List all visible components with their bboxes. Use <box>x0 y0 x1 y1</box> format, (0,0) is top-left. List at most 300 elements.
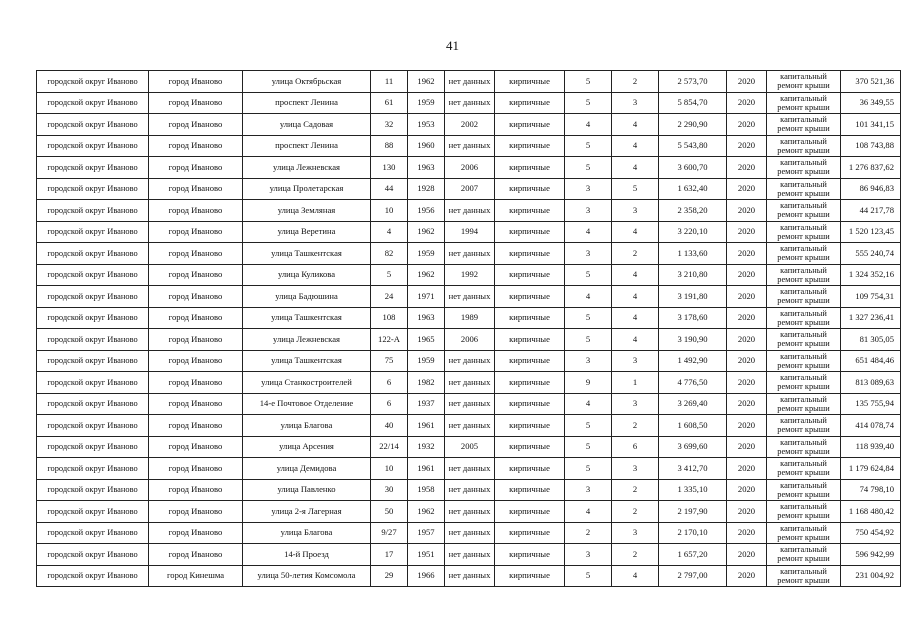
cell-entrances: 3 <box>612 350 659 372</box>
cell-municipality: городской округ Иваново <box>37 479 149 501</box>
cell-wall-material: кирпичные <box>495 458 565 480</box>
cell-year-last-repair: 2005 <box>445 436 495 458</box>
cell-year-built: 1951 <box>408 544 445 566</box>
cell-wall-material: кирпичные <box>495 329 565 351</box>
cell-year-last-repair: 2007 <box>445 178 495 200</box>
cell-entrances: 2 <box>612 243 659 265</box>
cell-municipality: городской округ Иваново <box>37 350 149 372</box>
cell-year-built: 1963 <box>408 307 445 329</box>
table-row <box>37 415 901 437</box>
cell-year-last-repair: нет данных <box>445 135 495 157</box>
cell-plan-year: 2020 <box>727 286 767 308</box>
cell-entrances: 2 <box>612 501 659 523</box>
cell-wall-material: кирпичные <box>495 135 565 157</box>
cell-floors: 5 <box>565 135 612 157</box>
cell-wall-material: кирпичные <box>495 372 565 394</box>
cell-wall-material: кирпичные <box>495 415 565 437</box>
cell-cost: 118 939,40 <box>841 436 901 458</box>
cell-settlement: город Иваново <box>149 71 243 93</box>
cell-settlement: город Иваново <box>149 92 243 114</box>
cell-cost: 231 004,92 <box>841 565 901 587</box>
cell-work-type: капитальный ремонт крыши <box>767 479 841 501</box>
cell-cost: 1 324 352,16 <box>841 264 901 286</box>
cell-house-number: 10 <box>371 458 408 480</box>
cell-entrances: 6 <box>612 436 659 458</box>
cell-entrances: 3 <box>612 393 659 415</box>
cell-floors: 5 <box>565 458 612 480</box>
cell-municipality: городской округ Иваново <box>37 329 149 351</box>
cell-street: улица Земляная <box>243 200 371 222</box>
cell-settlement: город Иваново <box>149 415 243 437</box>
cell-plan-year: 2020 <box>727 415 767 437</box>
cell-plan-year: 2020 <box>727 479 767 501</box>
cell-entrances: 3 <box>612 458 659 480</box>
cell-area: 2 170,10 <box>659 522 727 544</box>
cell-area: 3 412,70 <box>659 458 727 480</box>
cell-house-number: 5 <box>371 264 408 286</box>
cell-floors: 3 <box>565 544 612 566</box>
cell-municipality: городской округ Иваново <box>37 372 149 394</box>
cell-cost: 101 341,15 <box>841 114 901 136</box>
cell-cost: 750 454,92 <box>841 522 901 544</box>
cell-municipality: городской округ Иваново <box>37 286 149 308</box>
cell-municipality: городской округ Иваново <box>37 221 149 243</box>
cell-work-type: капитальный ремонт крыши <box>767 92 841 114</box>
cell-street: улица Арсения <box>243 436 371 458</box>
cell-house-number: 29 <box>371 565 408 587</box>
cell-street: улица Ташкентская <box>243 350 371 372</box>
cell-work-type: капитальный ремонт крыши <box>767 264 841 286</box>
cell-settlement: город Иваново <box>149 458 243 480</box>
cell-house-number: 17 <box>371 544 408 566</box>
cell-year-built: 1966 <box>408 565 445 587</box>
cell-year-built: 1958 <box>408 479 445 501</box>
cell-house-number: 30 <box>371 479 408 501</box>
cell-work-type: капитальный ремонт крыши <box>767 286 841 308</box>
cell-street: улица Лежневская <box>243 157 371 179</box>
cell-work-type: капитальный ремонт крыши <box>767 329 841 351</box>
cell-wall-material: кирпичные <box>495 522 565 544</box>
cell-house-number: 44 <box>371 178 408 200</box>
cell-street: проспект Ленина <box>243 92 371 114</box>
cell-house-number: 75 <box>371 350 408 372</box>
cell-house-number: 122-А <box>371 329 408 351</box>
cell-work-type: капитальный ремонт крыши <box>767 393 841 415</box>
cell-floors: 4 <box>565 114 612 136</box>
cell-plan-year: 2020 <box>727 135 767 157</box>
cell-year-built: 1961 <box>408 415 445 437</box>
cell-area: 4 776,50 <box>659 372 727 394</box>
table-row <box>37 92 901 114</box>
cell-house-number: 11 <box>371 71 408 93</box>
cell-street: улица Пролетарская <box>243 178 371 200</box>
cell-entrances: 2 <box>612 71 659 93</box>
cell-wall-material: кирпичные <box>495 307 565 329</box>
cell-area: 1 632,40 <box>659 178 727 200</box>
cell-house-number: 82 <box>371 243 408 265</box>
cell-work-type: капитальный ремонт крыши <box>767 71 841 93</box>
cell-house-number: 22/14 <box>371 436 408 458</box>
cell-area: 3 600,70 <box>659 157 727 179</box>
cell-area: 1 657,20 <box>659 544 727 566</box>
cell-plan-year: 2020 <box>727 221 767 243</box>
cell-year-built: 1959 <box>408 350 445 372</box>
cell-entrances: 2 <box>612 415 659 437</box>
cell-plan-year: 2020 <box>727 243 767 265</box>
cell-year-last-repair: 1992 <box>445 264 495 286</box>
cell-entrances: 2 <box>612 479 659 501</box>
cell-entrances: 2 <box>612 544 659 566</box>
cell-street: улица Ташкентская <box>243 307 371 329</box>
cell-year-last-repair: нет данных <box>445 393 495 415</box>
cell-settlement: город Иваново <box>149 479 243 501</box>
cell-area: 2 290,90 <box>659 114 727 136</box>
cell-settlement: город Иваново <box>149 243 243 265</box>
cell-house-number: 4 <box>371 221 408 243</box>
cell-year-built: 1963 <box>408 157 445 179</box>
table-row <box>37 264 901 286</box>
cell-entrances: 4 <box>612 114 659 136</box>
cell-cost: 596 942,99 <box>841 544 901 566</box>
cell-municipality: городской округ Иваново <box>37 243 149 265</box>
cell-work-type: капитальный ремонт крыши <box>767 350 841 372</box>
cell-plan-year: 2020 <box>727 501 767 523</box>
cell-area: 3 699,60 <box>659 436 727 458</box>
cell-house-number: 88 <box>371 135 408 157</box>
cell-settlement: город Иваново <box>149 393 243 415</box>
cell-cost: 108 743,88 <box>841 135 901 157</box>
cell-year-built: 1957 <box>408 522 445 544</box>
cell-municipality: городской округ Иваново <box>37 415 149 437</box>
cell-floors: 4 <box>565 221 612 243</box>
cell-area: 3 191,80 <box>659 286 727 308</box>
cell-street: улица Демидова <box>243 458 371 480</box>
cell-house-number: 40 <box>371 415 408 437</box>
cell-cost: 1 168 480,42 <box>841 501 901 523</box>
table-row <box>37 372 901 394</box>
table-row <box>37 200 901 222</box>
table-row <box>37 565 901 587</box>
cell-entrances: 4 <box>612 157 659 179</box>
cell-year-built: 1956 <box>408 200 445 222</box>
cell-work-type: капитальный ремонт крыши <box>767 415 841 437</box>
cell-street: 14-е Почтовое Отделение <box>243 393 371 415</box>
table-row <box>37 522 901 544</box>
cell-work-type: капитальный ремонт крыши <box>767 135 841 157</box>
cell-plan-year: 2020 <box>727 157 767 179</box>
cell-municipality: городской округ Иваново <box>37 157 149 179</box>
cell-wall-material: кирпичные <box>495 221 565 243</box>
cell-year-last-repair: нет данных <box>445 350 495 372</box>
cell-year-built: 1962 <box>408 264 445 286</box>
cell-municipality: городской округ Иваново <box>37 200 149 222</box>
cell-plan-year: 2020 <box>727 565 767 587</box>
cell-settlement: город Иваново <box>149 221 243 243</box>
cell-floors: 9 <box>565 372 612 394</box>
cell-work-type: капитальный ремонт крыши <box>767 458 841 480</box>
cell-plan-year: 2020 <box>727 393 767 415</box>
cell-plan-year: 2020 <box>727 350 767 372</box>
cell-year-last-repair: 1989 <box>445 307 495 329</box>
cell-year-built: 1953 <box>408 114 445 136</box>
buildings-table <box>36 70 901 587</box>
cell-floors: 5 <box>565 307 612 329</box>
cell-cost: 74 798,10 <box>841 479 901 501</box>
cell-floors: 5 <box>565 92 612 114</box>
cell-floors: 5 <box>565 157 612 179</box>
cell-entrances: 4 <box>612 264 659 286</box>
cell-plan-year: 2020 <box>727 178 767 200</box>
cell-year-built: 1962 <box>408 501 445 523</box>
cell-year-last-repair: нет данных <box>445 501 495 523</box>
cell-year-last-repair: нет данных <box>445 286 495 308</box>
cell-floors: 5 <box>565 436 612 458</box>
cell-year-built: 1961 <box>408 458 445 480</box>
cell-plan-year: 2020 <box>727 200 767 222</box>
cell-year-last-repair: нет данных <box>445 372 495 394</box>
cell-year-built: 1982 <box>408 372 445 394</box>
cell-house-number: 61 <box>371 92 408 114</box>
cell-entrances: 3 <box>612 522 659 544</box>
cell-settlement: город Иваново <box>149 200 243 222</box>
cell-entrances: 4 <box>612 135 659 157</box>
cell-house-number: 9/27 <box>371 522 408 544</box>
cell-year-last-repair: нет данных <box>445 71 495 93</box>
cell-year-last-repair: нет данных <box>445 565 495 587</box>
cell-municipality: городской округ Иваново <box>37 307 149 329</box>
cell-floors: 5 <box>565 415 612 437</box>
page-number: 41 <box>446 38 459 53</box>
cell-street: улица Станкостроителей <box>243 372 371 394</box>
table-row <box>37 114 901 136</box>
cell-settlement: город Кинешма <box>149 565 243 587</box>
cell-street: улица Куликова <box>243 264 371 286</box>
cell-cost: 1 276 837,62 <box>841 157 901 179</box>
cell-street: улица Садовая <box>243 114 371 136</box>
cell-municipality: городской округ Иваново <box>37 458 149 480</box>
cell-settlement: город Иваново <box>149 329 243 351</box>
cell-work-type: капитальный ремонт крыши <box>767 522 841 544</box>
cell-wall-material: кирпичные <box>495 286 565 308</box>
cell-street: улица Ташкентская <box>243 243 371 265</box>
cell-floors: 3 <box>565 479 612 501</box>
cell-house-number: 10 <box>371 200 408 222</box>
cell-year-last-repair: нет данных <box>445 92 495 114</box>
cell-municipality: городской округ Иваново <box>37 71 149 93</box>
cell-plan-year: 2020 <box>727 92 767 114</box>
cell-floors: 2 <box>565 522 612 544</box>
table-row <box>37 307 901 329</box>
cell-plan-year: 2020 <box>727 114 767 136</box>
cell-wall-material: кирпичные <box>495 114 565 136</box>
cell-plan-year: 2020 <box>727 307 767 329</box>
cell-cost: 44 217,78 <box>841 200 901 222</box>
table-row <box>37 329 901 351</box>
cell-wall-material: кирпичные <box>495 350 565 372</box>
cell-year-last-repair: нет данных <box>445 243 495 265</box>
cell-wall-material: кирпичные <box>495 71 565 93</box>
cell-plan-year: 2020 <box>727 264 767 286</box>
table-row <box>37 221 901 243</box>
cell-year-built: 1962 <box>408 71 445 93</box>
table-row <box>37 458 901 480</box>
cell-municipality: городской округ Иваново <box>37 92 149 114</box>
cell-area: 1 335,10 <box>659 479 727 501</box>
table-row <box>37 243 901 265</box>
cell-municipality: городской округ Иваново <box>37 393 149 415</box>
cell-wall-material: кирпичные <box>495 243 565 265</box>
cell-floors: 4 <box>565 501 612 523</box>
cell-settlement: город Иваново <box>149 436 243 458</box>
cell-wall-material: кирпичные <box>495 436 565 458</box>
cell-settlement: город Иваново <box>149 372 243 394</box>
cell-entrances: 3 <box>612 92 659 114</box>
cell-area: 3 178,60 <box>659 307 727 329</box>
cell-plan-year: 2020 <box>727 372 767 394</box>
cell-area: 3 190,90 <box>659 329 727 351</box>
cell-year-built: 1959 <box>408 92 445 114</box>
cell-area: 3 210,80 <box>659 264 727 286</box>
cell-entrances: 4 <box>612 221 659 243</box>
cell-floors: 5 <box>565 565 612 587</box>
table-row <box>37 393 901 415</box>
cell-floors: 4 <box>565 286 612 308</box>
cell-entrances: 4 <box>612 307 659 329</box>
cell-wall-material: кирпичные <box>495 393 565 415</box>
cell-floors: 4 <box>565 393 612 415</box>
cell-work-type: капитальный ремонт крыши <box>767 221 841 243</box>
table-row <box>37 350 901 372</box>
cell-plan-year: 2020 <box>727 71 767 93</box>
cell-house-number: 24 <box>371 286 408 308</box>
cell-street: проспект Ленина <box>243 135 371 157</box>
cell-municipality: городской округ Иваново <box>37 264 149 286</box>
cell-municipality: городской округ Иваново <box>37 178 149 200</box>
cell-plan-year: 2020 <box>727 458 767 480</box>
cell-street: улица Благова <box>243 415 371 437</box>
cell-year-last-repair: нет данных <box>445 479 495 501</box>
cell-work-type: капитальный ремонт крыши <box>767 200 841 222</box>
cell-street: улица Благова <box>243 522 371 544</box>
cell-year-built: 1962 <box>408 221 445 243</box>
cell-house-number: 6 <box>371 393 408 415</box>
cell-year-last-repair: 1994 <box>445 221 495 243</box>
cell-year-built: 1928 <box>408 178 445 200</box>
cell-work-type: капитальный ремонт крыши <box>767 501 841 523</box>
cell-floors: 3 <box>565 178 612 200</box>
cell-settlement: город Иваново <box>149 178 243 200</box>
cell-cost: 109 754,31 <box>841 286 901 308</box>
cell-street: улица Бадюшина <box>243 286 371 308</box>
cell-street: улица Лежневская <box>243 329 371 351</box>
cell-year-built: 1932 <box>408 436 445 458</box>
cell-area: 5 543,80 <box>659 135 727 157</box>
cell-municipality: городской округ Иваново <box>37 565 149 587</box>
cell-cost: 555 240,74 <box>841 243 901 265</box>
cell-year-built: 1937 <box>408 393 445 415</box>
cell-entrances: 4 <box>612 565 659 587</box>
cell-wall-material: кирпичные <box>495 479 565 501</box>
cell-area: 1 133,60 <box>659 243 727 265</box>
cell-area: 3 220,10 <box>659 221 727 243</box>
cell-house-number: 50 <box>371 501 408 523</box>
cell-plan-year: 2020 <box>727 544 767 566</box>
cell-cost: 86 946,83 <box>841 178 901 200</box>
cell-municipality: городской округ Иваново <box>37 501 149 523</box>
cell-municipality: городской округ Иваново <box>37 114 149 136</box>
cell-street: 14-й Проезд <box>243 544 371 566</box>
cell-year-last-repair: нет данных <box>445 544 495 566</box>
cell-settlement: город Иваново <box>149 522 243 544</box>
cell-street: улица 50-летия Комсомола <box>243 565 371 587</box>
cell-cost: 36 349,55 <box>841 92 901 114</box>
cell-area: 2 797,00 <box>659 565 727 587</box>
cell-house-number: 6 <box>371 372 408 394</box>
cell-floors: 3 <box>565 200 612 222</box>
cell-work-type: капитальный ремонт крыши <box>767 178 841 200</box>
cell-cost: 81 305,05 <box>841 329 901 351</box>
cell-year-last-repair: нет данных <box>445 200 495 222</box>
table-row <box>37 135 901 157</box>
cell-year-built: 1959 <box>408 243 445 265</box>
cell-year-built: 1960 <box>408 135 445 157</box>
cell-cost: 1 179 624,84 <box>841 458 901 480</box>
cell-settlement: город Иваново <box>149 135 243 157</box>
cell-year-last-repair: 2006 <box>445 157 495 179</box>
cell-area: 5 854,70 <box>659 92 727 114</box>
cell-wall-material: кирпичные <box>495 501 565 523</box>
table-row <box>37 501 901 523</box>
cell-area: 2 197,90 <box>659 501 727 523</box>
cell-street: улица 2-я Лагерная <box>243 501 371 523</box>
cell-house-number: 130 <box>371 157 408 179</box>
cell-municipality: городской округ Иваново <box>37 522 149 544</box>
cell-area: 3 269,40 <box>659 393 727 415</box>
cell-cost: 370 521,36 <box>841 71 901 93</box>
cell-year-last-repair: 2002 <box>445 114 495 136</box>
cell-floors: 5 <box>565 264 612 286</box>
cell-area: 2 358,20 <box>659 200 727 222</box>
table-row <box>37 178 901 200</box>
cell-cost: 651 484,46 <box>841 350 901 372</box>
cell-settlement: город Иваново <box>149 350 243 372</box>
cell-year-built: 1965 <box>408 329 445 351</box>
cell-street: улица Павленко <box>243 479 371 501</box>
cell-settlement: город Иваново <box>149 114 243 136</box>
cell-floors: 3 <box>565 350 612 372</box>
cell-settlement: город Иваново <box>149 286 243 308</box>
cell-year-last-repair: 2006 <box>445 329 495 351</box>
cell-cost: 1 327 236,41 <box>841 307 901 329</box>
cell-work-type: капитальный ремонт крыши <box>767 372 841 394</box>
cell-entrances: 4 <box>612 286 659 308</box>
cell-wall-material: кирпичные <box>495 92 565 114</box>
cell-year-last-repair: нет данных <box>445 415 495 437</box>
cell-cost: 813 089,63 <box>841 372 901 394</box>
cell-floors: 3 <box>565 243 612 265</box>
cell-wall-material: кирпичные <box>495 264 565 286</box>
cell-street: улица Октябрьская <box>243 71 371 93</box>
cell-work-type: капитальный ремонт крыши <box>767 436 841 458</box>
cell-settlement: город Иваново <box>149 157 243 179</box>
cell-wall-material: кирпичные <box>495 565 565 587</box>
table-row <box>37 157 901 179</box>
cell-settlement: город Иваново <box>149 501 243 523</box>
cell-year-built: 1971 <box>408 286 445 308</box>
cell-plan-year: 2020 <box>727 522 767 544</box>
cell-entrances: 4 <box>612 329 659 351</box>
cell-municipality: городской округ Иваново <box>37 135 149 157</box>
